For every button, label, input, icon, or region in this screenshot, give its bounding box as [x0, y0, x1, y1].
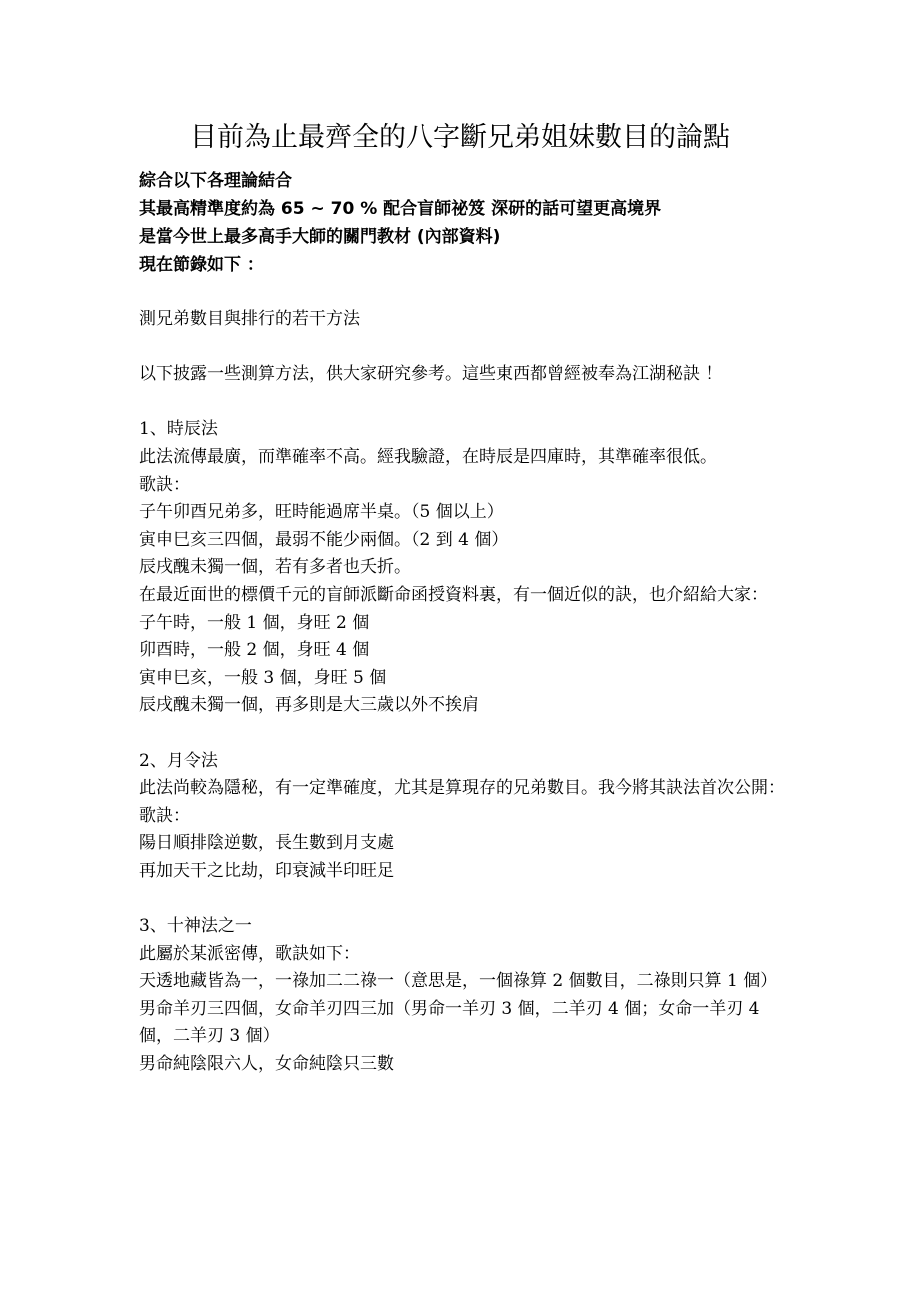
paragraph: 此法尚較為隱秘，有一定準確度，尤其是算現存的兄弟數目。我今將其訣法首次公開： — [139, 778, 785, 799]
paragraph: 陽日順排陰逆數，長生數到月支處 — [139, 833, 394, 854]
lead-paragraph: 以下披露一些測算方法，供大家研究參考。這些東西都曾經被奉為江湖秘訣 ！ — [139, 364, 723, 385]
section-heading: 測兄弟數目與排行的若干方法 — [139, 309, 360, 329]
body-text — [139, 306, 789, 1079]
intro-line: 現在節錄如下 ： — [139, 255, 264, 275]
paragraph: 歌訣： — [139, 474, 190, 495]
intro-line: 是當今世上最多高手大師的關門教材 (內部資料) — [139, 227, 501, 247]
document-title: 目前為止最齊全的八字斷兄弟姐妹數目的論點 — [190, 122, 730, 153]
section1-title: 1、時辰法 — [139, 419, 218, 440]
intro-line: 綜合以下各理論結合 — [139, 171, 292, 191]
section3-title: 3、十神法之一 — [139, 916, 252, 937]
paragraph: 再加天干之比劫，印衰減半印旺足 — [139, 860, 394, 881]
paragraph: 辰戌醜未獨一個，再多則是大三歲以外不挨肩 — [139, 695, 479, 716]
paragraph: 子午時，一般 1 個，身旺 2 個 — [139, 612, 370, 633]
paragraph: 天透地藏皆為一，一祿加二二祿一（意思是，一個祿算 2 個數目，二祿則只算 1 個） — [139, 971, 778, 992]
paragraph: 此法流傳最廣，而準確率不高。經我驗證，在時辰是四庫時，其準確率很低。 — [139, 446, 717, 467]
intro-block — [139, 167, 799, 279]
paragraph: 辰戌醜未獨一個，若有多者也夭折。 — [139, 557, 411, 578]
paragraph: 寅申巳亥，一般 3 個，身旺 5 個 — [139, 667, 387, 688]
paragraph: 男命羊刃三四個，女命羊刃四三加（男命一羊刃 3 個，二羊刃 4 個；女命一羊刃 4 個，二羊刃 3 個） — [139, 998, 760, 1047]
paragraph: 男命純陰限六人，女命純陰只三數 — [139, 1054, 394, 1075]
paragraph: 卯酉時，一般 2 個，身旺 4 個 — [139, 640, 370, 661]
paragraph: 此屬於某派密傳，歌訣如下： — [139, 943, 360, 964]
paragraph: 寅申巳亥三四個，最弱不能少兩個。（2 到 4 個） — [139, 529, 509, 550]
paragraph: 子午卯酉兄弟多，旺時能過席半桌。（5 個以上） — [139, 502, 504, 523]
paragraph: 在最近面世的標價千元的盲師派斷命函授資料裏，有一個近似的訣，也介紹給大家： — [139, 584, 768, 605]
paragraph: 歌訣： — [139, 805, 190, 826]
intro-line: 其最高精準度約為 65 ~ 70 % 配合盲師祕笈 深研的話可望更高境界 — [139, 199, 662, 219]
section2-title: 2、月令法 — [139, 750, 218, 771]
